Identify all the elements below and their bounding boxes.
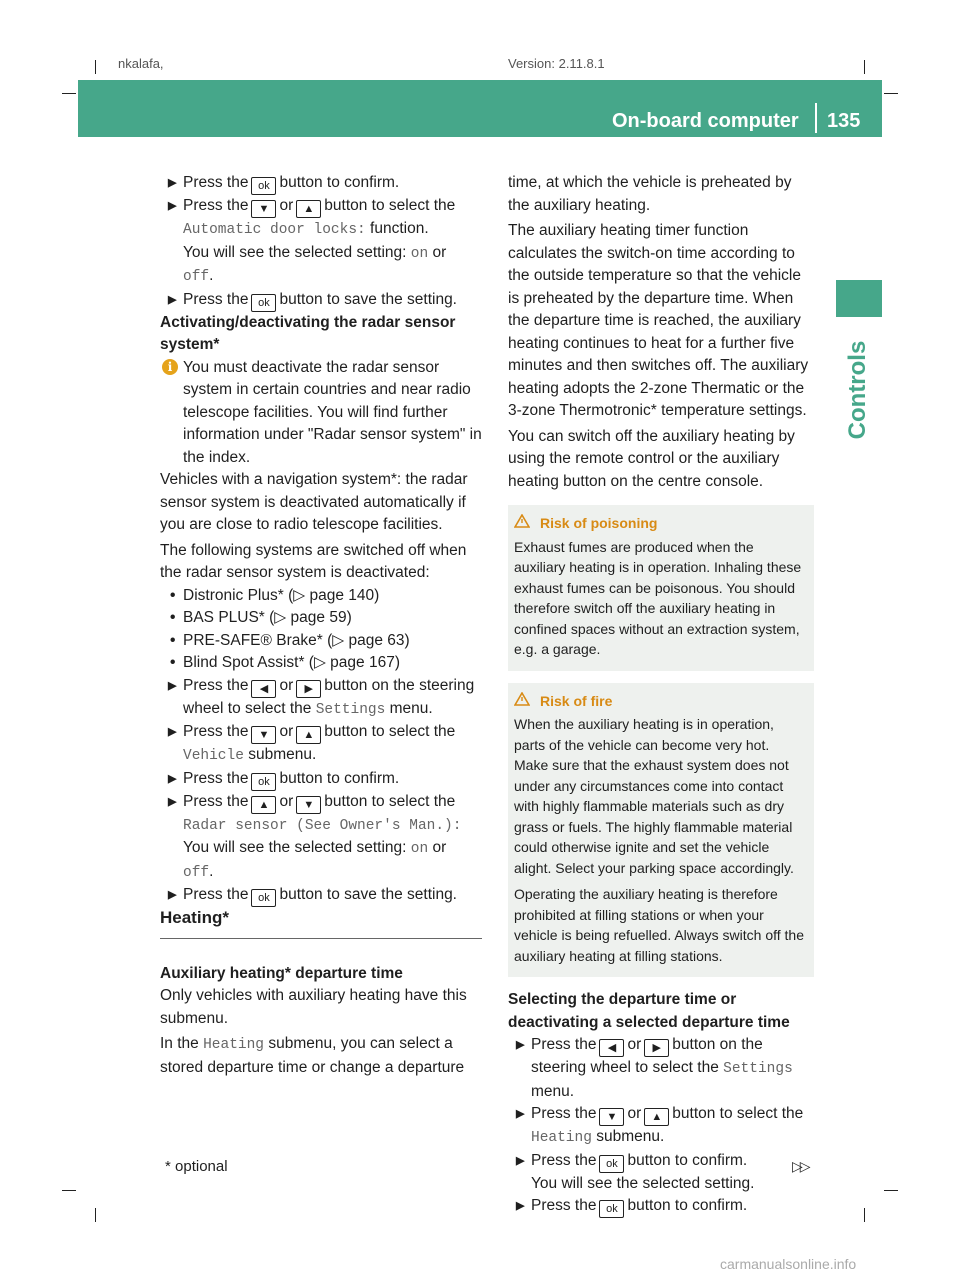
section-tab-label: Controls xyxy=(844,340,871,440)
step-arrow-icon: ▶ xyxy=(168,772,177,785)
paragraph: The following systems are switched off when the radar sensor system is deactivated: xyxy=(160,541,467,581)
radar-heading: Activating/deactivating the radar sensor system* xyxy=(160,313,456,353)
ok-key: ok xyxy=(251,294,276,312)
right-key: ▶ xyxy=(296,680,321,698)
page-number: 135 xyxy=(827,110,861,132)
right-column xyxy=(508,172,814,1218)
paragraph: time, at which the vehicle is preheated by the auxiliary heating. xyxy=(508,174,792,214)
crop-mark xyxy=(884,1190,898,1191)
paragraph: You can switch off the auxiliary heating by using the remote control or the auxiliary heating button on the centre console. xyxy=(508,427,795,490)
list-item: • Blind Spot Assist* (▷ page 167) xyxy=(170,654,400,671)
ok-key: ok xyxy=(251,177,276,195)
step: ▶ Press the ok button to confirm. xyxy=(508,1195,814,1218)
step-arrow-icon: ▶ xyxy=(516,1200,525,1212)
crop-mark xyxy=(864,1208,865,1222)
left-key: ◀ xyxy=(599,1039,624,1057)
left-key: ◀ xyxy=(251,680,276,698)
ok-key: ok xyxy=(251,773,276,791)
crop-mark xyxy=(884,93,898,94)
top-meta-right: Version: 2.11.8.1 xyxy=(508,56,605,71)
header-separator xyxy=(815,103,817,133)
down-key: ▼ xyxy=(296,796,321,814)
step-arrow-icon: ▶ xyxy=(168,679,177,692)
paragraph: The auxiliary heating timer function calculates the switch-on time according to the outside temperature so that the vehicle is preheated by the departure time. When the departure time is reached, the auxiliary heating continues to heat for a further five minutes and then switches off. The auxiliary heating adopts the 2-zone Thermatic or the 3-zone Thermotronic* temperature settings. xyxy=(508,222,809,419)
ok-key: ok xyxy=(599,1200,624,1218)
step-arrow-icon: ▶ xyxy=(516,1154,525,1167)
step: ▶ Press the ok button to confirm. xyxy=(160,172,482,195)
step-arrow-icon: ▶ xyxy=(516,1108,525,1120)
left-column xyxy=(160,172,482,1079)
step: ▶ Press the ok button to save the setting. xyxy=(160,884,482,907)
step-arrow-icon: ▶ xyxy=(516,1039,525,1051)
aux-heading: Auxiliary heating* departure time xyxy=(160,964,403,982)
section-heading: Heating* xyxy=(160,907,482,939)
step-arrow-icon: ▶ xyxy=(168,795,177,808)
departure-heading: Selecting the departure time or deactivating a selected departure time xyxy=(508,991,790,1031)
step-arrow-icon: ▶ xyxy=(168,889,177,901)
watermark: carmanualsonline.info xyxy=(720,1256,857,1272)
step-arrow-icon: ▶ xyxy=(168,293,177,306)
step-arrow-icon: ▶ xyxy=(168,726,177,738)
paragraph: In the Heating submenu, you can select a stored departure time or change a departure xyxy=(160,1035,465,1076)
step: ▶ Press the ▼ or ▲ button to select the Vehicle submenu. xyxy=(168,723,456,764)
step: ▶ Press the ▼ or ▲ button to select the Heating submenu. xyxy=(516,1105,804,1146)
footer-note: * optional xyxy=(165,1158,228,1175)
crop-mark xyxy=(95,1208,96,1222)
crop-mark xyxy=(62,1190,76,1191)
step: ▶ Press the ◀ or ▶ button on the steering wheel to select the Settings menu. xyxy=(516,1036,793,1100)
step: ▶ Press the ◀ or ▶ button on the steering wheel to select the Settings menu. xyxy=(168,676,475,718)
page-title: On-board computer xyxy=(612,110,799,132)
warning-box: Risk of fire When the auxiliary heating is in operation, parts of the vehicle can become very hot. Make sure that the exhaust system does not under any circumstances come into contact with highly flammable materials such as dry grass or fuels. The highly flammable material could otherwise ignite and set the vehicle alight. Select your parking space accordingly. Operating the auxiliary heating is therefore prohibited at filling stations or when your vehicle is being refuelled. Always switch off the auxiliary heating at filling stations. xyxy=(508,683,814,978)
list-item: • BAS PLUS* (▷ page 59) xyxy=(170,609,352,626)
crop-mark xyxy=(62,93,76,94)
step: ▶ Press the ok button to save the setting. xyxy=(160,289,482,312)
top-meta-left: nkalafa, xyxy=(118,56,164,71)
down-key: ▼ xyxy=(251,726,276,744)
down-key: ▼ xyxy=(251,200,276,218)
warning-triangle-icon xyxy=(514,691,534,712)
step: ▶ Press the ok button to confirm. xyxy=(160,768,482,791)
ok-key: ok xyxy=(599,1155,624,1173)
step-arrow-icon: ▶ xyxy=(168,177,177,189)
up-key: ▲ xyxy=(296,200,321,218)
warning-triangle-icon xyxy=(514,513,534,534)
continue-icon: ▷▷ xyxy=(792,1158,808,1174)
up-key: ▲ xyxy=(251,796,276,814)
step: ▶ Press the ok button to confirm. You will see the selected setting. xyxy=(516,1151,755,1192)
info-note: i You must deactivate the radar sensor system in certain countries and near radio telescope facilities. You will find further information under "Radar sensor system" in the index. xyxy=(160,357,482,470)
paragraph: Only vehicles with auxiliary heating have this submenu. xyxy=(160,987,467,1027)
down-key: ▼ xyxy=(599,1108,624,1126)
list-item: • PRE-SAFE® Brake* (▷ page 63) xyxy=(170,631,410,649)
right-key: ▶ xyxy=(644,1039,669,1057)
section-tab-marker xyxy=(836,280,882,317)
warning-box: Risk of poisoning Exhaust fumes are produced when the auxiliary heating is in operation. Inhaling these exhaust fumes can be poisonous. You should therefore switch off the auxiliary heating in confined spaces without an extraction system, e.g. a garage. xyxy=(508,505,814,671)
step: ▶ Press the ▲ or ▼ button to select the Radar sensor (See Owner's Man.): You will see the selected setting: on or off. xyxy=(168,792,462,881)
step-arrow-icon: ▶ xyxy=(168,200,177,212)
crop-mark xyxy=(95,60,96,74)
paragraph: Vehicles with a navigation system*: the radar sensor system is deactivated automatically if you are close to radio telescope facilities. xyxy=(160,471,468,533)
up-key: ▲ xyxy=(296,726,321,744)
ok-key: ok xyxy=(251,889,276,907)
list-item: • Distronic Plus* (▷ page 140) xyxy=(170,586,380,604)
step: ▶ Press the ▼ or ▲ button to select the Automatic door locks: function. You will see the selected setting: on or off. xyxy=(168,197,456,285)
crop-mark xyxy=(864,60,865,74)
up-key: ▲ xyxy=(644,1108,669,1126)
info-icon: i xyxy=(162,359,178,375)
